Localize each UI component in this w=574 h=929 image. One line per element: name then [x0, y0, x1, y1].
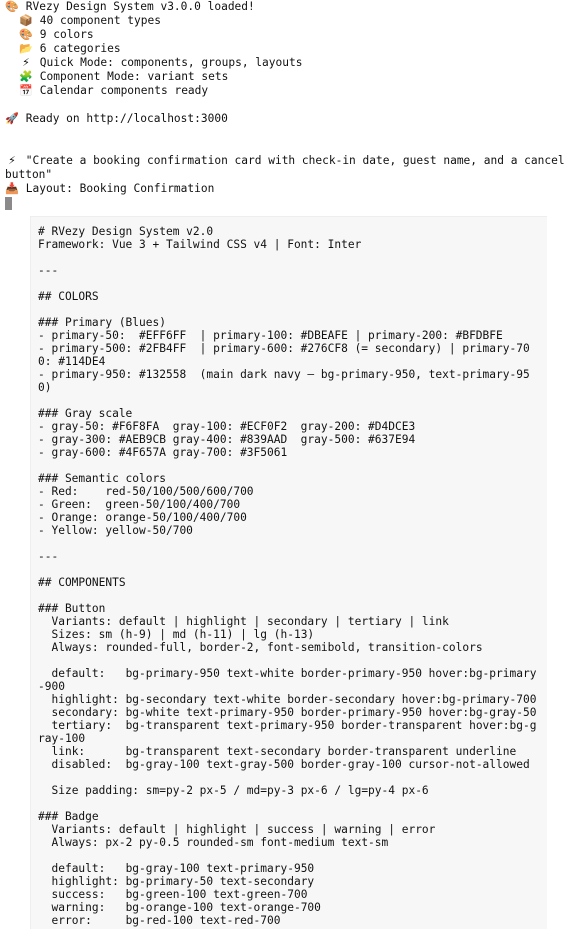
- calendar-icon: 📅: [19, 84, 33, 97]
- blank-line: [38, 394, 543, 407]
- package-icon: 📦: [19, 14, 33, 27]
- stat-line: [5, 42, 571, 56]
- output-line: disabled: bg-gray-100 text-gray-500 border-gray-100 cursor-not-allowed: [38, 758, 530, 771]
- stat-text: Calendar components ready: [39, 84, 209, 97]
- ready-line: [5, 112, 571, 126]
- output-line: secondary: bg-white text-primary-950 border-primary-950 hover:bg-gray-50: [38, 706, 537, 719]
- blank-line: [38, 563, 543, 576]
- output-line: ### Primary (Blues): [38, 316, 166, 329]
- output-line: - Orange: orange-50/100/400/700: [38, 511, 247, 524]
- stat-line: [5, 70, 571, 84]
- blank-line: [38, 589, 543, 602]
- output-line: Framework: Vue 3 + Tailwind CSS v4 | Font: Inter: [38, 238, 362, 251]
- inbox-icon: 📥: [5, 182, 19, 195]
- output-line: - Red: red-50/100/500/600/700: [38, 485, 254, 498]
- stat-text: 6 categories: [39, 42, 121, 55]
- output-line: - primary-950: #132558 (main dark navy — bg-primary-950, text-primary-950): [38, 368, 530, 394]
- output-line: # RVezy Design System v2.0: [38, 225, 214, 238]
- output-line: highlight: bg-secondary text-white border-secondary hover:bg-primary-700: [38, 693, 537, 706]
- rocket-icon: 🚀: [5, 112, 19, 125]
- lightning-icon: ⚡: [8, 154, 16, 167]
- output-line: Size padding: sm=py-2 px-5 / md=py-3 px-6 / lg=py-4 px-6: [38, 784, 429, 797]
- output-line: warning: bg-orange-100 text-orange-700: [38, 901, 321, 914]
- stat-text: 9 colors: [39, 28, 94, 41]
- output-line: ### Badge: [38, 810, 99, 823]
- output-line: default: bg-primary-950 text-white border-primary-950 hover:bg-primary-900: [38, 667, 537, 693]
- blank-line: [38, 277, 543, 290]
- output-line: ## COLORS: [38, 290, 99, 303]
- stat-text: Quick Mode: components, groups, layouts: [39, 56, 303, 69]
- prompt-text: "Create a booking confirmation card with check-in date, guest name, and a cancel button": [5, 154, 572, 181]
- output-line: ---: [38, 550, 59, 563]
- loaded-line: [5, 0, 571, 14]
- terminal-window: [5, 0, 571, 210]
- output-line: Variants: default | highlight | success | warning | error: [38, 823, 436, 836]
- prompt-line: [5, 154, 571, 182]
- output-line: - Green: green-50/100/400/700: [38, 498, 241, 511]
- folder-icon: 📂: [19, 42, 33, 55]
- blank-line: [38, 797, 543, 810]
- output-line: - primary-50: #EFF6FF | primary-100: #DBEAFE | primary-200: #BFDBFE: [38, 329, 503, 342]
- output-line: link: bg-transparent text-secondary border-transparent underline: [38, 745, 517, 758]
- output-line: - gray-600: #4F657A gray-700: #3F5061: [38, 446, 288, 459]
- output-line: ---: [38, 264, 59, 277]
- stat-line: [5, 56, 571, 70]
- palette-icon: 🎨: [5, 0, 19, 13]
- stat-line: [5, 84, 571, 98]
- output-panel: [30, 216, 547, 929]
- blank-line: [38, 849, 543, 862]
- loaded-text: RVezy Design System v3.0.0 loaded!: [25, 0, 255, 13]
- stat-line: [5, 14, 571, 28]
- output-line: - gray-50: #F6F8FA gray-100: #ECF0F2 gray-200: #D4DCE3: [38, 420, 416, 433]
- stats-list: [5, 14, 571, 98]
- puzzle-icon: 🧩: [19, 70, 33, 83]
- cursor-line: [5, 196, 571, 210]
- output-line: ### Gray scale: [38, 407, 133, 420]
- stat-line: [5, 28, 571, 42]
- output-line: Always: px-2 py-0.5 rounded-sm font-medium text-sm: [38, 836, 389, 849]
- output-line: ## COMPONENTS: [38, 576, 126, 589]
- blank-line: [38, 654, 543, 667]
- layout-text: Layout: Booking Confirmation: [25, 182, 215, 195]
- blank-line: [38, 771, 543, 784]
- output-line: tertiary: bg-transparent text-primary-950 border-transparent hover:bg-gray-100: [38, 719, 537, 745]
- blank-line: [38, 459, 543, 472]
- output-line: success: bg-green-100 text-green-700: [38, 888, 308, 901]
- output-line: Variants: default | highlight | secondary | tertiary | link: [38, 615, 449, 628]
- output-text: [38, 225, 543, 927]
- output-line: error: bg-red-100 text-red-700: [38, 914, 281, 927]
- output-line: ### Semantic colors: [38, 472, 166, 485]
- output-line: ### Button: [38, 602, 106, 615]
- output-line: Always: rounded-full, border-2, font-semibold, transition-colors: [38, 641, 483, 654]
- blank-line: [38, 251, 543, 264]
- output-line: - Yellow: yellow-50/700: [38, 524, 193, 537]
- lightning-icon: ⚡: [22, 56, 30, 69]
- text-cursor: [5, 197, 12, 210]
- output-line: - primary-500: #2FB4FF | primary-600: #276CF8 (= secondary) | primary-700: #114DE4: [38, 342, 530, 368]
- stat-text: 40 component types: [39, 14, 161, 27]
- ready-text: Ready on http://localhost:3000: [25, 112, 228, 125]
- blank-line: [38, 537, 543, 550]
- blank-line: [38, 303, 543, 316]
- output-line: - gray-300: #AEB9CB gray-400: #839AAD gray-500: #637E94: [38, 433, 416, 446]
- output-line: default: bg-gray-100 text-primary-950: [38, 862, 315, 875]
- stat-text: Component Mode: variant sets: [39, 70, 229, 83]
- output-line: highlight: bg-primary-50 text-secondary: [38, 875, 315, 888]
- output-line: Sizes: sm (h-9) | md (h-11) | lg (h-13): [38, 628, 315, 641]
- palette-icon: 🎨: [19, 28, 33, 41]
- layout-line: [5, 182, 571, 196]
